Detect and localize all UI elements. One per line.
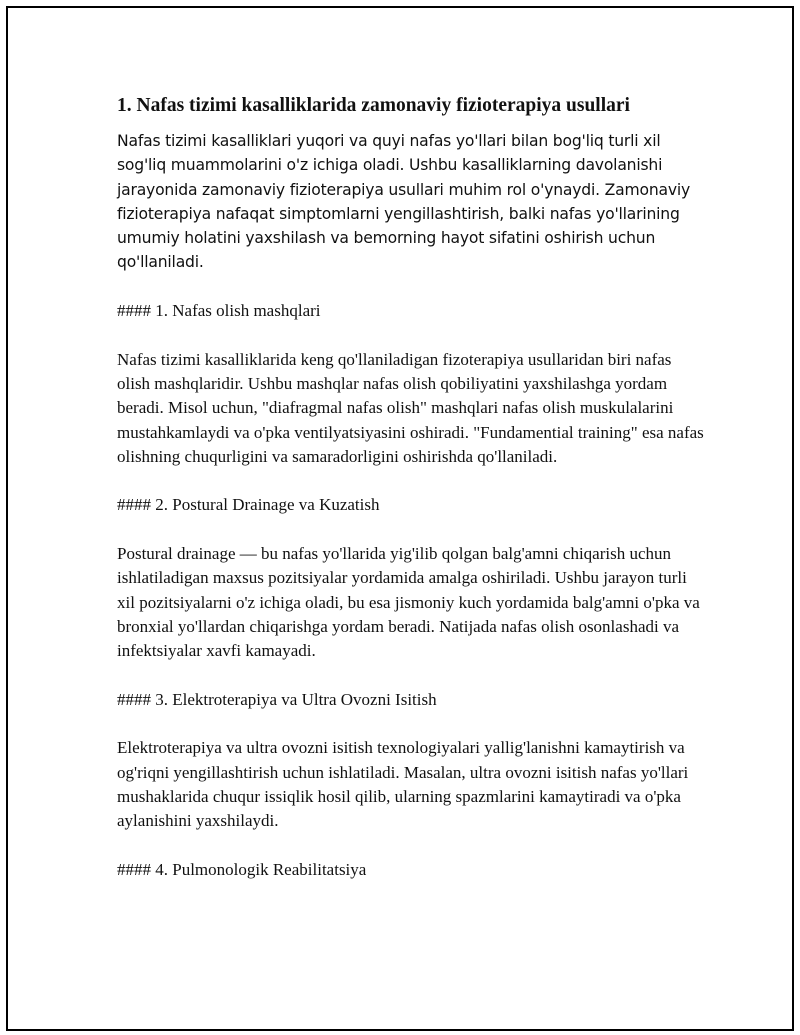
section-heading-1: #### 1. Nafas olish mashqlari	[117, 301, 321, 321]
section-paragraph-1: Nafas tizimi kasalliklarida keng qo'llaniladigan fizoterapiya usullaridan biri nafas olish mashqlaridir. Ushbu mashqlar nafas olish qobiliyatini yaxshilashga yordam beradi. Misol uchun, "diafragmal nafas olish" mashqlari nafas olish muskulalarini mustahkamlaydi va o'pka ventilyatsiyasini oshiradi. "Fundamential training" esa nafas olishning chuqurligini va samaradorligini oshirishda qo'llaniladi.	[117, 349, 704, 466]
section-heading-3: #### 3. Elektroterapiya va Ultra Ovozni Isitish	[117, 689, 437, 709]
section-heading-2: #### 2. Postural Drainage va Kuzatish	[117, 495, 380, 515]
section-heading-4: #### 4. Pulmonologik Reabilitatsiya	[117, 859, 367, 879]
document-body	[117, 93, 707, 907]
document-title: 1. Nafas tizimi kasalliklarida zamonaviy fizioterapiya usullari	[117, 95, 630, 116]
intro-paragraph: Nafas tizimi kasalliklari yuqori va quyi nafas yo'llari bilan bog'liq turli xil sog'liq muammolarini o'z ichiga oladi. Ushbu kasalliklarning davolanishi jarayonida zamonaviy fizioterapiya usullari muhim rol o'ynaydi. Zamonaviy fizioterapiya nafaqat simptomlarni yengillashtirish, balki nafas yo'llarining umumiy holatini yaxshilash va bemorning hayot sifatini oshirish uchun qo'llaniladi.	[117, 132, 691, 272]
section-paragraph-3: Elektroterapiya va ultra ovozni isitish texnologiyalari yallig'lanishni kamaytirish va og'riqni yengillashtirish uchun ishlatiladi. Masalan, ultra ovozni isitish nafas yo'llari mushaklarida chuqur issiqlik hosil qilib, ularning spazmlarini kamaytiradi va o'pka aylanishini yaxshilaydi.	[117, 738, 689, 831]
section-paragraph-2: Postural drainage — bu nafas yo'llarida yig'ilib qolgan balg'amni chiqarish uchun ishlatiladigan maxsus pozitsiyalar yordamida amalga oshiriladi. Ushbu jarayon turli xil pozitsiyalarni o'z ichiga oladi, bu esa jismoniy kuch yordamida balg'amni o'pka va bronxial yo'llardan chiqarishga yordam beradi. Natijada nafas olish osonlashadi va infektsiyalar xavfi kamayadi.	[117, 544, 700, 661]
